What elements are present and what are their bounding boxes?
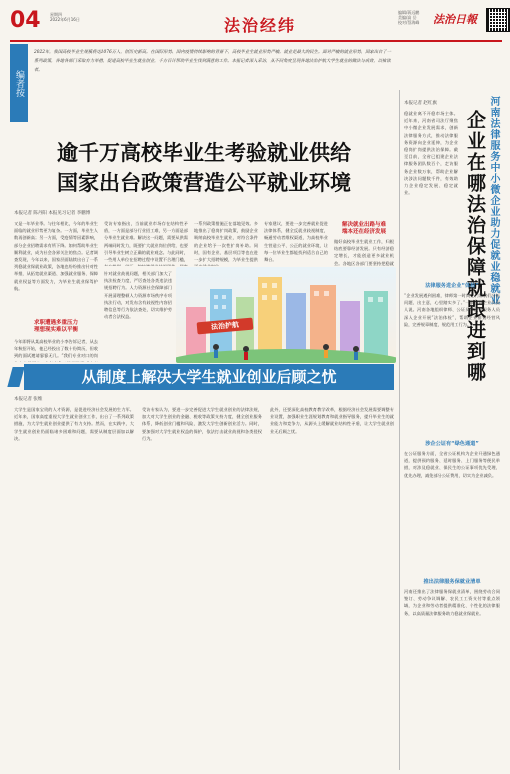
right-col-b-text: “企业发展遇到困难，律师第一时间上门帮我们分析问题、出主意，心里踏实多了。”一家小微企业负责人说。河南各地组织律师、公证员等法律服务人员深入企业开展“法治体检”，帮助企业排查经营风险，完善规章制度，规范用工行为。 [404,293,500,327]
bottom-col3-text: 此外，还要深化高校教育教学改革，根据经济社会发展需要调整专业设置，加强职业生涯规划教育和就业指导服务，提升毕业生的就业能力和竞争力，从源头上缓解就业结构性矛盾，让大学生就业创业无后顾之忧。 [270,407,394,434]
column-divider [399,90,400,770]
main-subhead-4: 解决就业出路与难 端本还在经济发展 [341,222,386,235]
editor-info: 编辑/蒋远鹏 美编/高 岳 校对/蔡海峰 [398,10,420,25]
right-subhead-1: 法律服务进企业“体检” [425,283,479,289]
city-illustration [176,267,396,363]
editor-note-text: 2022年，我国高校毕业生规模将达1076万人，创历史新高。在国际形势、国内疫情持续影响的背景下，高校毕业生就业形势严峻。就业是最大的民生。面对严峻的就业形势，国家出台了一系列政策，各地各部门采取有力举措，促进高校毕业生就业创业，千方百计帮助毕业生找到满意的工作。本报记者深入采访，从不同角度呈现各地法治护航大学生就业的做法与成效，以飨读者。 [34,50,392,73]
right-headline: 企业在哪法治保障就跟进到哪 [464,110,486,383]
main-subhead-1: 求职遭遇多重压力 理想现实难以平衡 [33,320,78,333]
main-byline: 本报记者 陈丹阳 本报见习记者 李鹏博 [14,211,91,216]
right-col-c-text: 在公证服务方面，全省公证机构为企业开通绿色通道，提供预约服务、延时服务、上门服务等便民举措，对涉及稳就业、保民生的公证事项优先受理、优先办理，减免部分公证费用，切实为企业减负。 [404,451,500,478]
right-kicker: 河南法律服务中小微企业助力促就业稳就业 [488,96,499,305]
illustration-label: 法治护航 [197,318,254,335]
page-number: 04 [10,8,41,33]
main-col4-text: 做好高校毕业生就业工作，归根结底要靠经济发展。只有经济稳定增长，才能创造更多就业机会。各地区各部门要坚持把稳就 [334,239,394,266]
right-byline: 本报记者 赵红旗 [404,101,437,106]
headline-line-1: 逾千万高校毕业生考验就业供给 [57,141,351,165]
main-headline [14,140,394,196]
headline-line-2: 国家出台政策营造公平就业环境 [57,171,351,195]
banner-decoration [7,367,24,387]
masthead-logo: 法治日報 [433,13,477,26]
right-col-d-text: 河南还推出了法律服务保就业清单，围绕劳动合同签订、劳动争议调解、农民工工资支付等重点领域，为企业和劳动者提供精准化、个性化的法律服务，以高质量法律服务助力稳就业保就业。 [404,589,500,616]
page-header [10,6,502,42]
main-col1-text: 又是一年毕业季。与往年相比，今年的毕业生面临的就业形势更为复杂。一方面，毕业生人数再创新高；另一方面，受疫情等因素影响，部分企业招聘需求有所下降。如何帮助毕业生顺利就业，成为社会各界关注的焦点。记者调查发现，今年以来，国家层面陆续出台了一系列稳就业保就业政策，各地也纷纷推出针对性举措，从拓宽就业渠道、加强就业服务、保障就业权益等方面发力，为毕业生就业保驾护航。 [14,221,98,291]
section-title: 法治经纬 [224,16,297,35]
qr-code-icon [486,8,510,32]
right-subhead-3: 推出法律服务保就业清单 [423,579,481,585]
bottom-col1-text: 大学生是国家宝贵的人才资源，是促进经济社会发展的生力军。近年来，国家高度重视大学生就业创业工作，出台了一系列政策措施，为大学生就业创业提供了有力支持。然而，在实践中，大学生就业创业仍面临诸多困难和问题，需要从制度层面加以解决。 [14,407,134,441]
editor-note-tag: 编者按 [10,44,28,122]
main-col3b-text: 专家建议，要进一步完善就业促进法律体系，健全反就业歧视制度，畅通劳动者维权渠道，为高校毕业生营造公平、公正的就业环境，让每一位毕业生都能找到适合自己的舞台。 [264,221,328,263]
bottom-col2-text: 受访专家认为，要进一步完善促进大学生就业创业的法律法规，加大对大学生创业的金融、税收等政策支持力度，健全创业服务体系，降低创业门槛和风险，激发大学生创新创业活力。同时，要加强对大学生就业权益的保护，依法打击就业歧视和各类侵权行为。 [142,407,262,441]
right-col-text: 稳就业离不开稳市场主体。近年来，河南省司法厅聚焦中小微企业发展需求，创新法律服务方式，推动法律服务资源向企业延伸，为企业稳岗扩岗提供法治保障。截至目前，全省已组建企业法律服务团队数百个，走访服务企业数万家，帮助企业解决涉法问题数千件，有效助力企业稳定发展、稳定就业。 [404,111,458,196]
main-col2b-text: 针对就业歧视问题，相关部门加大了执法检查力度，严厉查处各类违法违规招聘行为。人力资源社会保障部门开展清理整顿人力资源市场秩序专项执法行动，对发布含有歧视性内容招聘信息等行为依法查处，切实维护劳动者合法权益。 [104,271,172,320]
main-col3-text: 一系列政策措施正在落地见效。多地推出了稳岗扩岗政策，鼓励企业吸纳高校毕业生就业，对符合条件的企业给予一次性扩岗补助。同时，国有企业、基层项目等也在进一步扩大招聘规模，为毕业生提供 [194,221,258,263]
issue-date: 星期四 2022年6月16日 [50,12,80,22]
main-col1b-text: 今年即将从某高校毕业的小李告诉记者，从去年秋招开始，他已经投出了数十份简历，但收到的面试邀请寥寥无几。“我们专业对口的岗 [14,339,98,359]
right-subhead-2: 涉企公证有“绿色通道” [425,441,479,447]
bottom-byline: 本报记者 张维 [14,397,43,402]
bottom-headline-banner: 从制度上解决大学生就业创业后顾之忧 [24,364,394,390]
main-col2-text: 受访专家指出，当前就业市场存在结构性矛盾，一方面是部分行业招工难，另一方面是部分毕业生就业难。解决这一问题，需要从供需两端同时发力，既要扩大就业岗位供给，也要引导毕业生树立正确的就业观念。与此同时，一些用人单位在招聘过程中设置不合理门槛， [104,221,188,263]
